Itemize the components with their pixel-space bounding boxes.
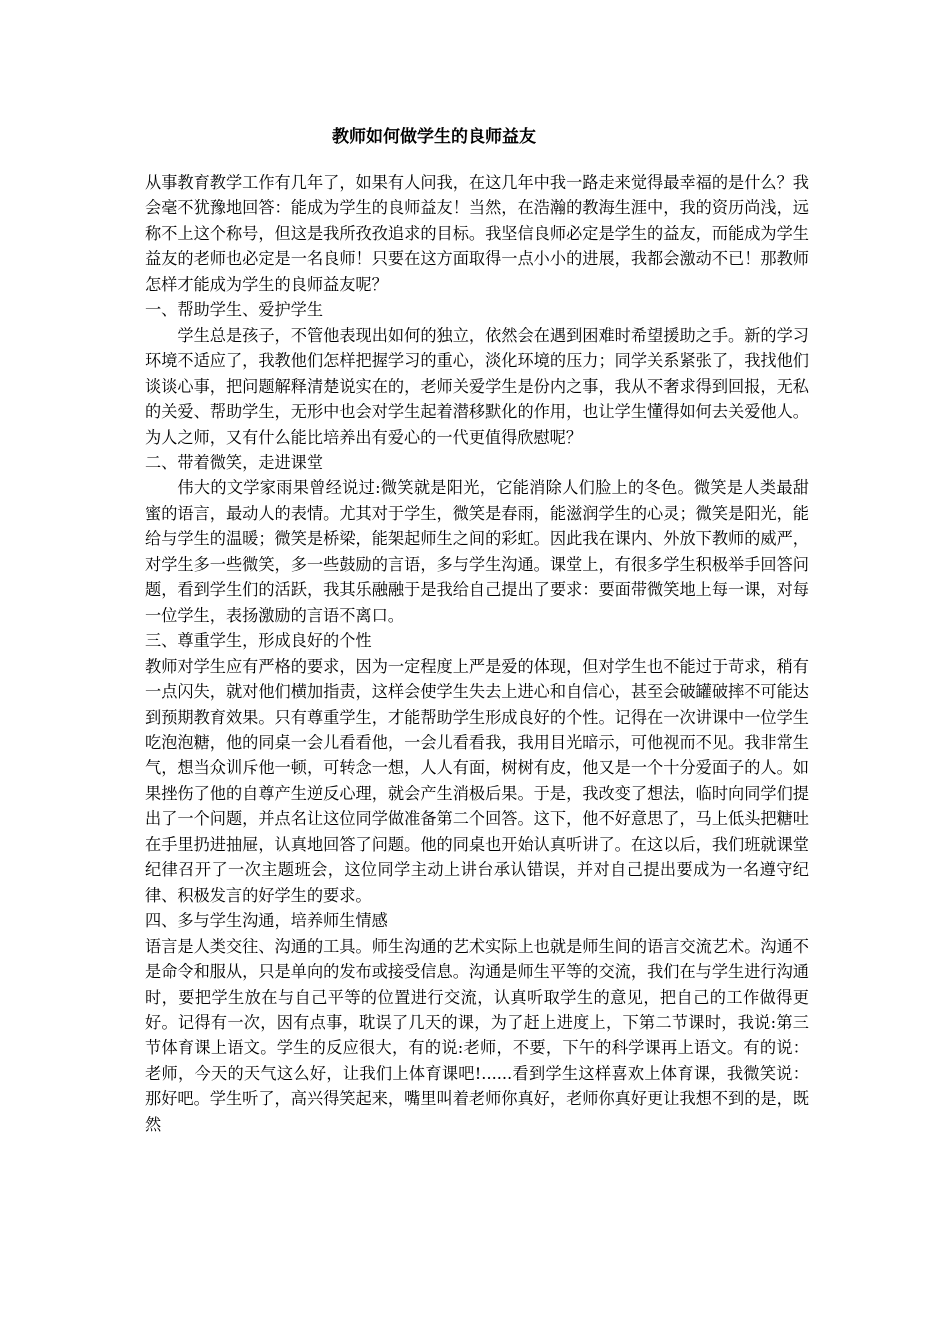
paragraph-section-3: 教师对学生应有严格的要求，因为一定程度上严是爱的体现，但对学生也不能过于苛求，稍有一点闪失，就对他们横加指责，这样会使学生失去上进心和自信心，甚至会破罐破摔不可能达到预期教育效果。只有尊重学生，才能帮助学生形成良好的个性。记得在一次讲课中一位学生吃泡泡糖，他的同桌一会儿看看他，一会儿看看我，我用目光暗示，可他视而不见。我非常生气，想当众训斥他一顿，可转念一想，人人有面，树树有皮，他又是一个十分爱面子的人。如果挫伤了他的自尊产生逆反心理，就会产生消极后果。于是，我改变了想法，临时向同学们提出了一个问题，并点名让这位同学做准备第二个回答。这下，他不好意思了，马上低头把糖吐在手里扔进抽屉，认真地回答了问题。他的同桌也开始认真听讲了。在这以后，我们班就课堂纪律召开了一次主题班会，这位同学主动上讲台承认错误，并对自己提出要成为一名遵守纪律、积极发言的好学生的要求。: [145, 656, 809, 905]
paragraph-section-4: 语言是人类交往、沟通的工具。师生沟通的艺术实际上也就是师生间的语言交流艺术。沟通不是命令和服从，只是单向的发布或接受信息。沟通是师生平等的交流，我们在与学生进行沟通时，要把学生放在与自己平等的位置进行交流，认真听取学生的意见，把自己的工作做得更好。记得有一次，因有点事，耽误了几天的课，为了赶上进度上，下第二节课时，我说:第三节体育课上语文。学生的反应很大，有的说:老师，不要，下午的科学课再上语文。有的说：老师，今天的天气这么好，让我们上体育课吧!......看到学生这样喜欢上体育课，我微笑说：那好吧。学生听了，高兴得笑起来，嘴里叫着老师你真好，老师你真好更让我想不到的是，既然: [145, 936, 809, 1134]
document-body: [145, 170, 809, 1137]
paragraph-section-1: 学生总是孩子，不管他表现出如何的独立，依然会在遇到困难时希望援助之手。新的学习环境不适应了，我教他们怎样把握学习的重心，淡化环境的压力；同学关系紧张了，我找他们谈谈心事，把问题解释清楚说实在的，老师关爱学生是份内之事，我从不奢求得到回报，无私的关爱、帮助学生，无形中也会对学生起着潜移默化的作用，也让学生懂得如何去关爱他人。为人之师，又有什么能比培养出有爱心的一代更值得欣慰呢？: [145, 325, 809, 447]
paragraph-intro: 从事教育教学工作有几年了，如果有人问我，在这几年中我一路走来觉得最幸福的是什么？我会毫不犹豫地回答：能成为学生的良师益友！当然，在浩瀚的教海生涯中，我的资历尚浅，远称不上这个称号，但这是我所孜孜追求的目标。我坚信良师必定是学生的益友，而能成为学生益友的老师也必定是一名良师！只要在这方面取得一点小小的进展，我都会激动不已！那教师怎样才能成为学生的良师益友呢？: [145, 173, 809, 294]
paragraph-section-2: 伟大的文学家雨果曾经说过:微笑就是阳光，它能消除人们脸上的冬色。微笑是人类最甜蜜的语言，最动人的表情。尤其对于学生，微笑是春雨，能滋润学生的心灵；微笑是阳光，能给与学生的温暖；微笑是桥梁，能架起师生之间的彩虹。因此我在课内、外放下教师的威严，对学生多一些微笑，多一些鼓励的言语，多与学生沟通。课堂上，有很多学生积极举手回答问题，看到学生们的活跃，我其乐融融于是我给自己提出了要求：要面带微笑地上每一课，对每一位学生，表扬激励的言语不离口。: [145, 478, 809, 625]
section-heading-1: 一、帮助学生、爱护学生: [145, 300, 324, 320]
section-heading-3: 三、尊重学生，形成良好的个性: [145, 631, 372, 651]
section-heading-2: 二、带着微笑，走进课堂: [145, 452, 324, 472]
section-heading-4: 四、多与学生沟通，培养师生情感: [145, 911, 388, 931]
document-title: 教师如何做学生的良师益友: [332, 127, 536, 147]
